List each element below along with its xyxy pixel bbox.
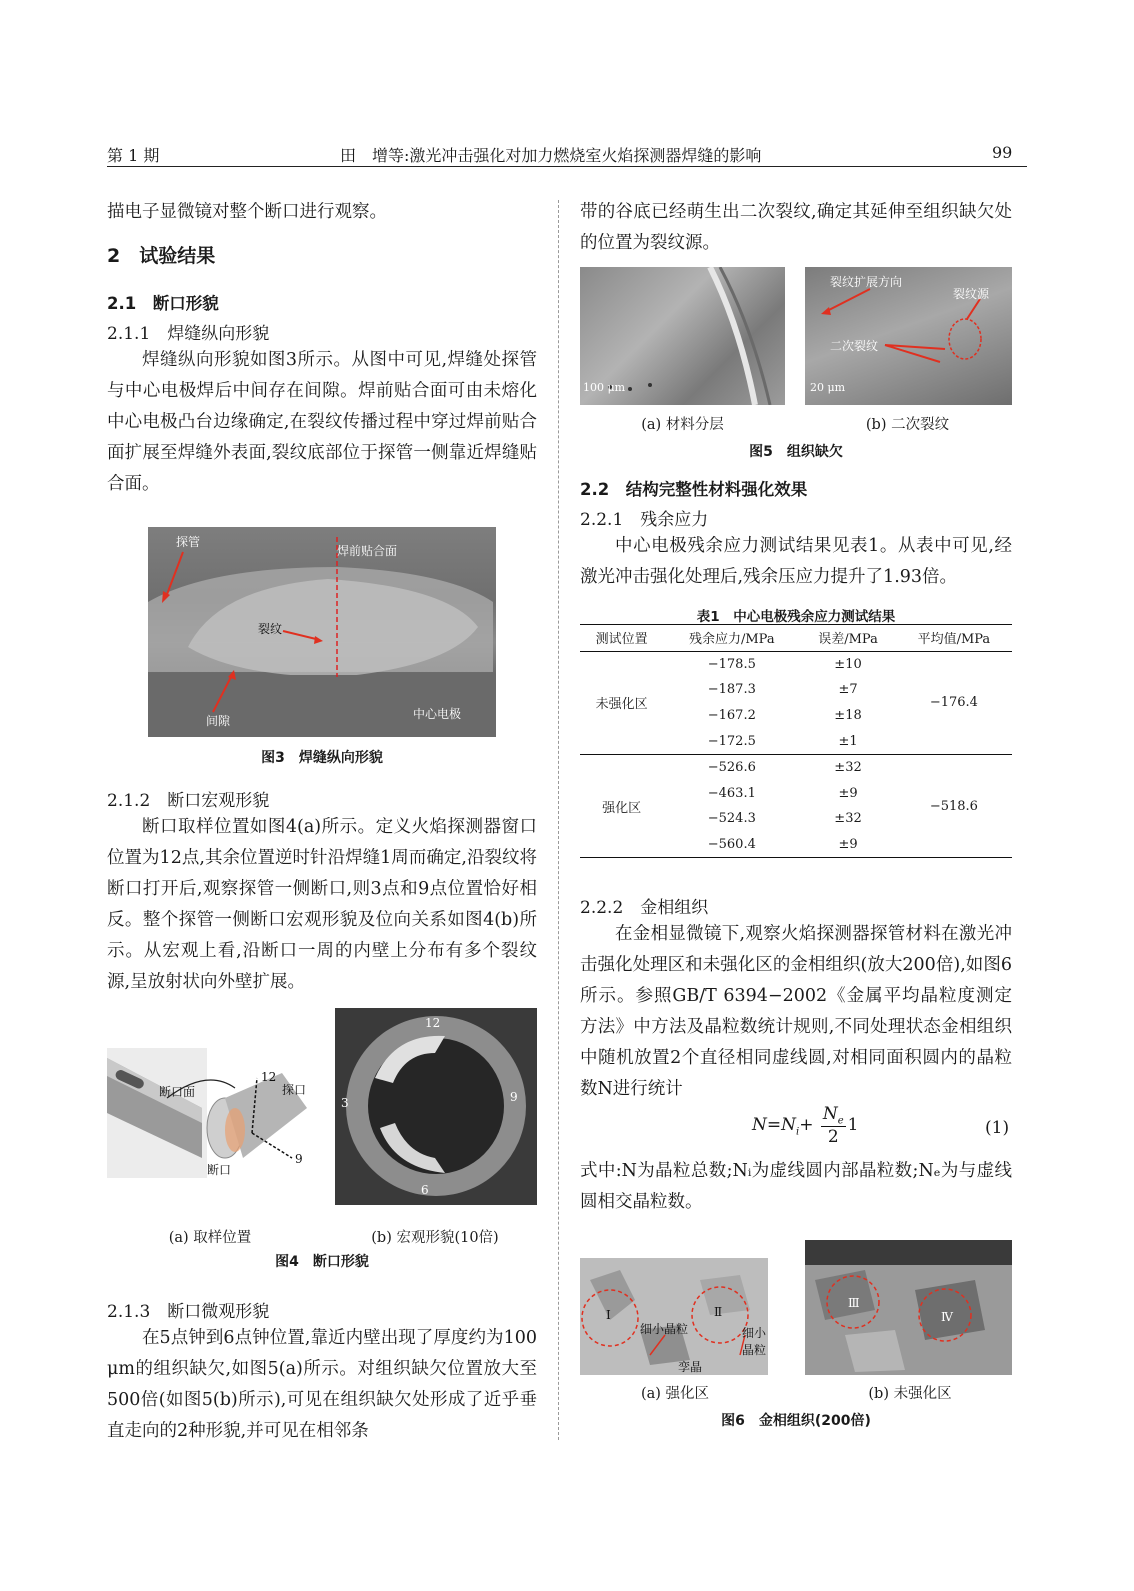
fig6a-label-twin: 孪晶 [678,1360,703,1374]
fig3-label-tube: 探管 [176,535,201,549]
stress-cell: −526.6 [707,760,756,776]
figure-5a-image [580,267,785,405]
journal-issue: 第 1 期 [107,146,160,165]
section-2-heading: 2 试验结果 [107,245,216,267]
equation-number: (1) [985,1118,1010,1138]
figure-4a-subcaption: (a) 取样位置 [168,1230,252,1246]
section-2-1-heading: 2.1 断口形貌 [107,294,219,313]
fig3-label-interface: 焊前贴合面 [337,544,398,558]
section-2-1-1-heading: 2.1.1 焊缝纵向形貌 [107,324,270,344]
fig4b-label-9: 9 [510,1090,518,1104]
figure-5b-image [805,267,1012,405]
fig5b-label-source: 裂纹源 [953,287,990,301]
figure-3-weld-image [148,527,496,737]
fig6a-label-fine-grain-2: 细小晶粒 [742,1326,767,1357]
equation-1 [752,1104,858,1147]
table-header-average: 平均值/MPa [917,632,991,648]
fig4a-label-9: 9 [295,1152,303,1166]
running-title: 田 增等:激光冲击强化对加力燃烧室火焰探测器焊缝的影响 [340,146,762,165]
eq-minus-one: 1 [847,1115,859,1136]
fig4a-label-face: 断口面 [159,1085,196,1099]
figure-6b-subcaption: (b) 未强化区 [868,1386,952,1402]
section-2-2-2-heading: 2.2.2 金相组织 [580,898,709,918]
error-cell: ±32 [834,811,862,827]
section-2-2-heading: 2.2 结构完整性材料强化效果 [580,480,808,499]
fig5b-scale-bar: 20 μm [810,381,846,394]
table-row [580,754,1012,780]
figure-5b-subcaption: (b) 二次裂纹 [865,417,950,433]
eq-plus: + [799,1115,814,1136]
fig5b-label-direction: 裂纹扩展方向 [830,275,903,289]
section-2-1-2-heading: 2.1.2 断口宏观形貌 [107,791,270,811]
error-cell: ±7 [838,682,858,698]
stress-cell: −187.3 [707,682,756,698]
figure-5a-subcaption: (a) 材料分层 [641,417,724,433]
fig5b-label-secondary: 二次裂纹 [830,339,879,353]
group-average-unstrengthened: −176.4 [929,695,978,711]
stress-cell: −178.5 [707,656,756,672]
error-cell: ±32 [834,760,862,776]
stress-cell: −560.4 [707,837,756,853]
right-paragraph-2: 在金相显微镜下,观察火焰探测器探管材料在激光冲击强化处理区和未强化区的金相组织(放大200倍),如图6所示。参照GB/T 6394−2002《金属平均晶粒度测定方法》中方法及晶粒数统计规则,不同处理状态金相组织中随机放置2个直径相同虚线圆,对相同面积圆内的晶粒数N进行统计 [580,924,1012,1099]
fig6a-circle-2: Ⅱ [714,1305,723,1319]
fig3-label-crack: 裂纹 [258,622,283,636]
eq-lhs: N=N [752,1115,796,1136]
right-paragraph-3: 式中:N为晶粒总数;Nᵢ为虚线圆内部晶粒数;Nₑ为与虚线圆相交晶粒数。 [580,1161,1012,1212]
group-name-unstrengthened: 未强化区 [595,697,648,713]
figure-3-caption: 图3 焊缝纵向形貌 [261,750,383,766]
table-header-error: 误差/MPa [818,632,878,648]
left-paragraph-0: 描电子显微镜对整个断口进行观察。 [107,202,387,222]
group-average-strengthened: −518.6 [929,798,978,814]
fig4a-label-12: 12 [261,1070,277,1084]
figure-4-caption: 图4 断口形貌 [275,1254,369,1270]
error-cell: ±10 [834,656,862,672]
table-row [580,651,1012,677]
fig3-label-electrode: 中心电极 [413,707,462,721]
figure-4b-image [335,1008,537,1205]
left-paragraph-1: 焊缝纵向形貌如图3所示。从图中可见,焊缝处探管与中心电极焊后中间存在间隙。焊前贴合面可由未熔化中心电极凸台边缘确定,在裂纹传播过程中穿过焊前贴合面扩展至焊缝外表面,裂纹底部位于探管一侧靠近焊缝贴合面。 [107,350,537,494]
table-header-stress: 残余应力/MPa [688,632,775,648]
figure-4a-image [107,1048,312,1178]
section-2-2-1-heading: 2.2.1 残余应力 [580,510,709,530]
eq-numerator: N [822,1104,838,1124]
page-number: 99 [992,143,1013,162]
group-name-strengthened: 强化区 [602,800,642,816]
stress-cell: −524.3 [707,811,756,827]
right-paragraph-1: 中心电极残余应力测试结果见表1。从表中可见,经激光冲击强化处理后,残余压应力提升了1.93倍。 [580,536,1012,587]
fig6b-circle-4: Ⅳ [941,1310,953,1324]
eq-fraction [821,1104,846,1147]
table-header-location: 测试位置 [595,632,648,648]
fig6a-label-fine-grain-1: 细小晶粒 [640,1322,689,1336]
figure-6b-image [805,1240,1012,1375]
section-2-1-3-heading: 2.1.3 断口微观形貌 [107,1302,270,1322]
fig3-label-gap: 间隙 [206,714,231,728]
figure-6-caption: 图6 金相组织(200倍) [721,1413,871,1429]
eq-sub-e: e [837,1115,844,1127]
stress-cell: −172.5 [707,733,756,749]
left-paragraph-2: 断口取样位置如图4(a)所示。定义火焰探测器窗口位置为12点,其余位置逆时针沿焊缝1周而确定,沿裂纹将断口打开后,观察探管一侧断口,则3点和9点位置恰好相反。整个探管一侧断口宏观形貌及位向关系如图4(b)所示。从宏观上看,沿断口一周的内壁上分布有多个裂纹源,呈放射状向外壁扩展。 [107,817,537,992]
error-cell: ±1 [838,733,858,749]
fig4a-label-fracture: 断口 [207,1163,232,1177]
fig4b-label-6: 6 [421,1183,429,1197]
eq-sub-i: i [796,1126,800,1138]
left-paragraph-3: 在5点钟到6点钟位置,靠近内壁出现了厚度约为100 μm的组织缺欠,如图5(a)所示。对组织缺欠位置放大至500倍(如图5(b)所示),可见在组织缺欠处形成了近乎垂直走向的2种形貌,并可见在相邻条 [107,1328,537,1441]
fig4b-label-12: 12 [425,1016,441,1030]
stress-cell: −167.2 [707,708,756,724]
fig6a-circle-1: Ⅰ [606,1308,611,1322]
column-divider [558,200,559,1440]
table-1 [580,624,1012,858]
error-cell: ±9 [838,837,858,853]
figure-6a-image [580,1240,768,1375]
figure-6a-subcaption: (a) 强化区 [640,1386,710,1402]
error-cell: ±18 [834,708,862,724]
error-cell: ±9 [838,785,858,801]
figure-5-caption: 图5 组织缺欠 [749,444,843,460]
table-1-title: 表1 中心电极残余应力测试结果 [696,609,896,625]
fig4a-label-probe: 探口 [282,1083,307,1097]
stress-cell: −463.1 [707,785,756,801]
header-rule [107,166,1027,167]
fig4b-label-3: 3 [341,1096,349,1110]
fig5a-scale-bar: 100 μm [583,381,626,394]
eq-denominator: 2 [827,1127,839,1148]
fig6b-circle-3: Ⅲ [848,1296,860,1310]
right-paragraph-0: 带的谷底已经萌生出二次裂纹,确定其延伸至组织缺欠处的位置为裂纹源。 [580,202,1012,253]
figure-4b-subcaption: (b) 宏观形貌(10倍) [371,1230,499,1246]
